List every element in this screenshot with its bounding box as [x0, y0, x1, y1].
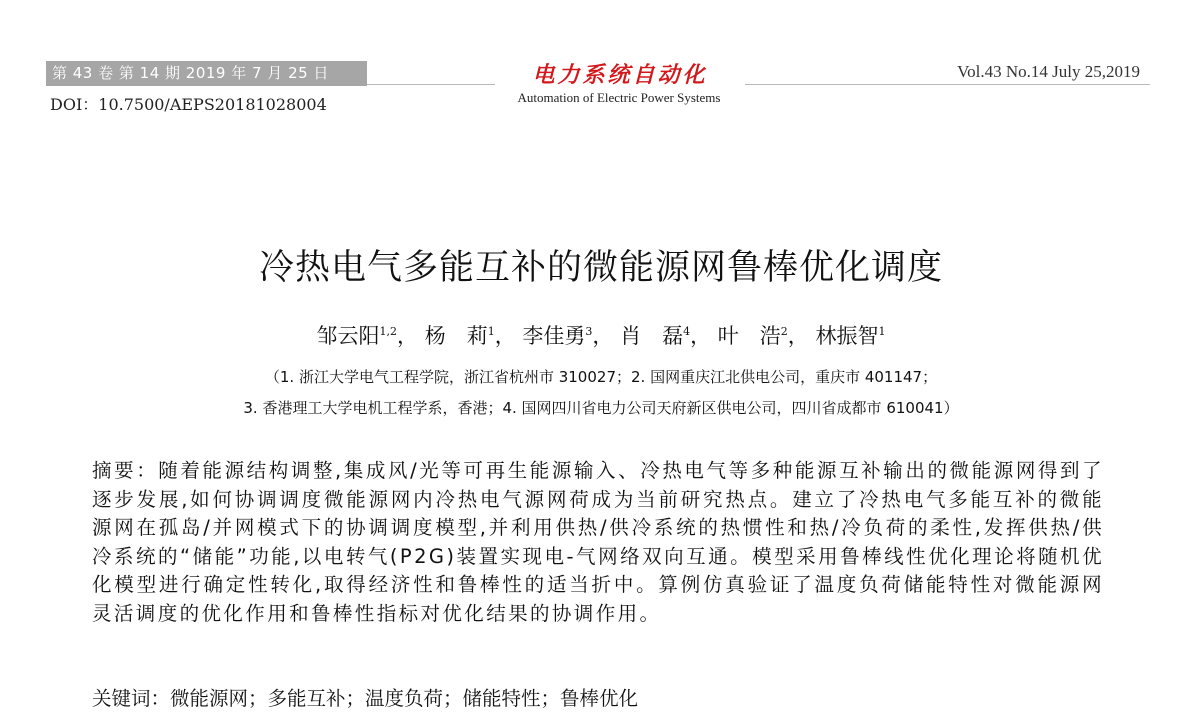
- paper-title: 冷热电气多能互补的微能源网鲁棒优化调度: [258, 248, 943, 288]
- keywords: [92, 683, 638, 711]
- author: 杨 莉$^1$: [424, 324, 495, 348]
- header-rule-left: [367, 84, 495, 85]
- author: 肖 磊$^4$: [620, 324, 691, 348]
- keywords-text: 微能源网；多能互补；温度负荷；储能特性；鲁棒优化: [170, 687, 639, 710]
- volume-info: Vol.43 No.14 July 25,2019: [957, 62, 1140, 81]
- author: 邹云阳$^{1,2}$: [316, 324, 398, 348]
- issue-info-band: 第 43 卷 第 14 期 2019 年 7 月 25 日: [46, 61, 367, 86]
- author: 林振智$^1$: [815, 324, 886, 348]
- affiliations-line-2: 3. 香港理工大学电机工程学系，香港；4. 国网四川省电力公司天府新区供电公司，四川省成都市 610041）: [243, 399, 959, 417]
- header-rule-right: [745, 84, 1150, 85]
- author: 李佳勇$^3$: [522, 324, 593, 348]
- author-list: 邹云阳$^{1,2}$， 杨 莉$^1$， 李佳勇$^3$， 肖 磊$^4$， 叶 浩$^2$， 林振智$^1$: [316, 324, 886, 348]
- author: 叶 浩$^2$: [717, 324, 788, 348]
- abstract-label: 摘要：: [92, 459, 159, 482]
- journal-logo-cn: 电力系统自动化: [532, 62, 708, 88]
- affiliations-line-1: （1. 浙江大学电气工程学院，浙江省杭州市 310027；2. 国网重庆江北供电公司，重庆市 401147；: [264, 368, 938, 386]
- keywords-label: 关键词：: [92, 687, 171, 710]
- abstract: [92, 457, 1104, 628]
- doi: DOI：10.7500/AEPS20181028004: [50, 95, 327, 114]
- abstract-text: 随着能源结构调整,集成风/光等可再生能源输入、冷热电气等多种能源互补输出的微能源网得到了逐步发展,如何协调调度微能源网内冷热电气源网荷成为当前研究热点。建立了冷热电气多能互补的微能源网在孤岛/并网模式下的协调调度模型,并利用供热/供冷系统的热惯性和热/冷负荷的柔性,发挥供热/供冷系统的“储能”功能,以电转气(P2G)装置实现电-气网络双向互通。模型采用鲁棒线性优化理论将随机优化模型进行确定性转化,取得经济性和鲁棒性的适当折中。算例仿真验证了温度负荷储能特性对微能源网灵活调度的优化作用和鲁棒性指标对优化结果的协调作用。: [92, 459, 1105, 625]
- journal-name-en: Automation of Electric Power Systems: [517, 90, 721, 105]
